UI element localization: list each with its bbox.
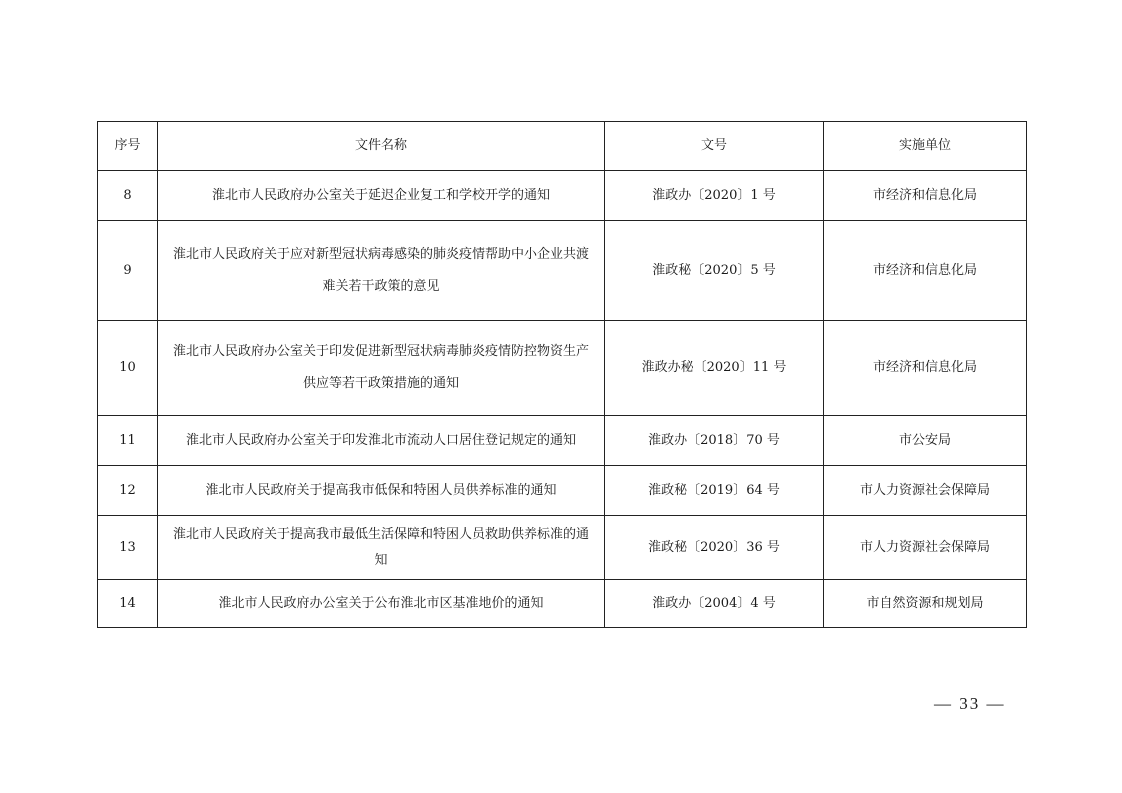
cell-code: 淮政秘〔2020〕5 号 [605, 221, 824, 321]
cell-no: 11 [98, 416, 158, 466]
cell-code: 淮政办〔2004〕4 号 [605, 580, 824, 628]
cell-code: 淮政秘〔2019〕64 号 [605, 466, 824, 516]
cell-name: 淮北市人民政府办公室关于延迟企业复工和学校开学的通知 [158, 171, 605, 221]
cell-no: 13 [98, 516, 158, 580]
header-name: 文件名称 [158, 122, 605, 171]
header-no: 序号 [98, 122, 158, 171]
cell-no: 9 [98, 221, 158, 321]
table-header-row [98, 122, 1027, 171]
cell-no: 14 [98, 580, 158, 628]
cell-name: 淮北市人民政府关于提高我市最低生活保障和特困人员救助供养标准的通知 [158, 516, 605, 580]
table-row [98, 221, 1027, 321]
cell-code: 淮政秘〔2020〕36 号 [605, 516, 824, 580]
cell-name: 淮北市人民政府办公室关于公布淮北市区基准地价的通知 [158, 580, 605, 628]
cell-unit: 市公安局 [824, 416, 1027, 466]
table-row [98, 580, 1027, 628]
table-row [98, 466, 1027, 516]
cell-unit: 市经济和信息化局 [824, 171, 1027, 221]
cell-name: 淮北市人民政府关于应对新型冠状病毒感染的肺炎疫情帮助中小企业共渡难关若干政策的意见 [158, 221, 605, 321]
cell-name: 淮北市人民政府关于提高我市低保和特困人员供养标准的通知 [158, 466, 605, 516]
cell-name: 淮北市人民政府办公室关于印发淮北市流动人口居住登记规定的通知 [158, 416, 605, 466]
table-row [98, 171, 1027, 221]
table-row [98, 416, 1027, 466]
table-row [98, 516, 1027, 580]
cell-code: 淮政办〔2020〕1 号 [605, 171, 824, 221]
cell-no: 8 [98, 171, 158, 221]
header-code: 文号 [605, 122, 824, 171]
header-unit: 实施单位 [824, 122, 1027, 171]
cell-code: 淮政办秘〔2020〕11 号 [605, 321, 824, 416]
cell-unit: 市人力资源社会保障局 [824, 466, 1027, 516]
cell-unit: 市自然资源和规划局 [824, 580, 1027, 628]
cell-unit: 市经济和信息化局 [824, 221, 1027, 321]
cell-unit: 市人力资源社会保障局 [824, 516, 1027, 580]
cell-name: 淮北市人民政府办公室关于印发促进新型冠状病毒肺炎疫情防控物资生产供应等若干政策措施的通知 [158, 321, 605, 416]
cell-no: 10 [98, 321, 158, 416]
table-row [98, 321, 1027, 416]
cell-unit: 市经济和信息化局 [824, 321, 1027, 416]
cell-code: 淮政办〔2018〕70 号 [605, 416, 824, 466]
page-number: — 33 — [934, 694, 1006, 713]
document-table [97, 121, 1027, 628]
cell-no: 12 [98, 466, 158, 516]
